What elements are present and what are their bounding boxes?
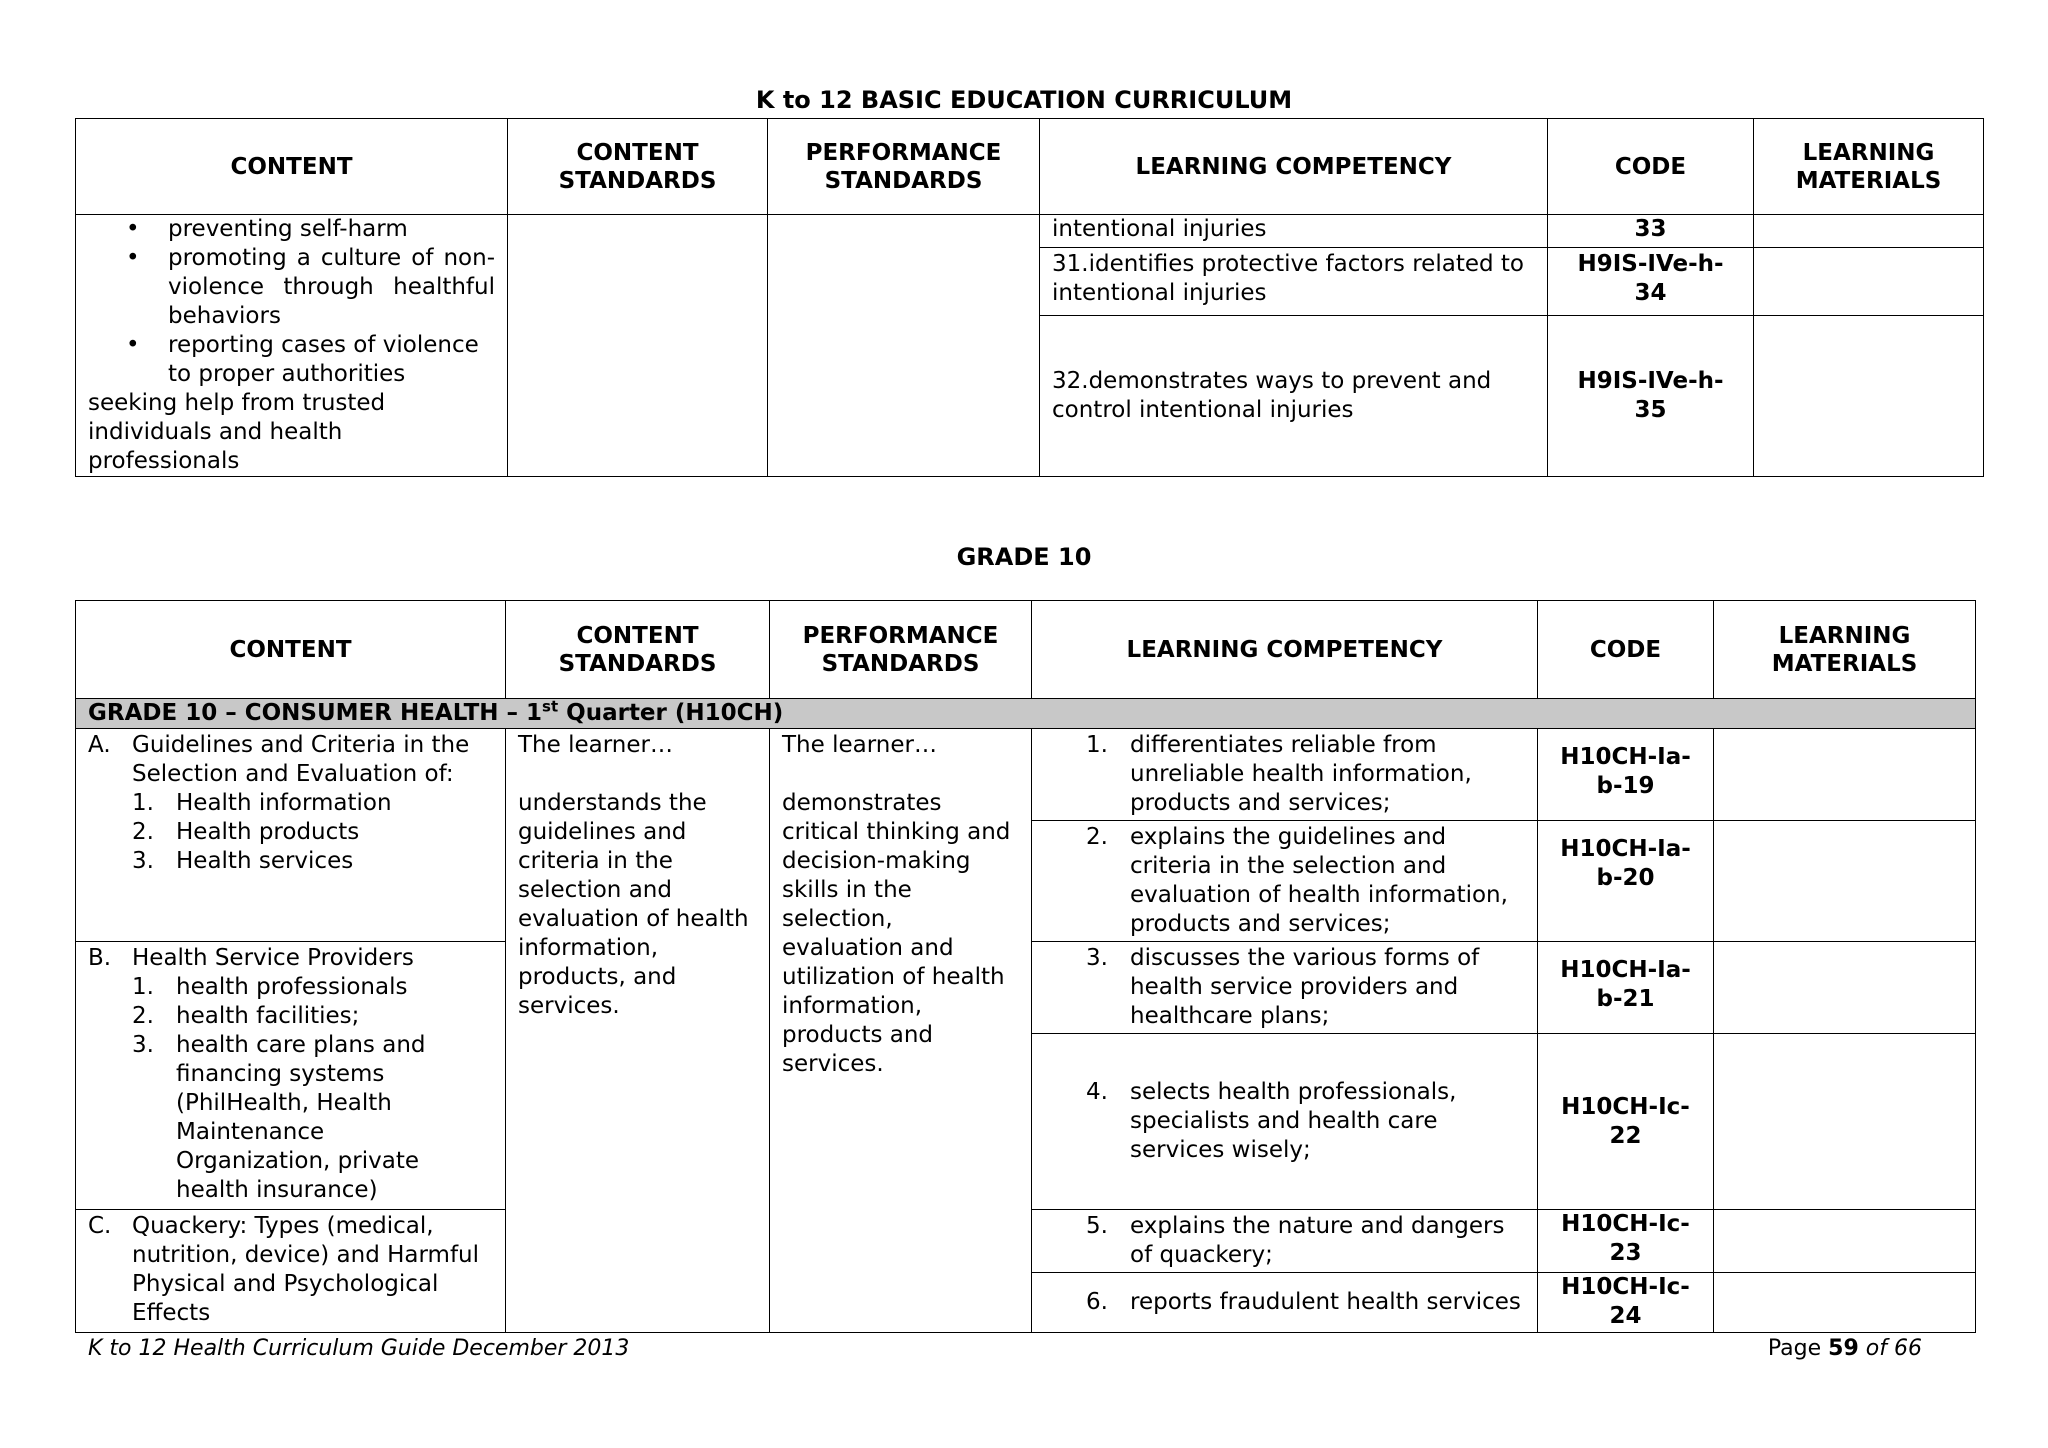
performance-standards-text: demonstrates critical thinking and decision-making skills in the selection, evaluation and utilization of health information, products and services. — [782, 790, 1011, 1077]
header-performance-standards: PERFORMANCE STANDARDS — [770, 601, 1032, 699]
header-learning-competency: LEARNING COMPETENCY — [1040, 119, 1548, 215]
list-item: 3. Health services — [132, 848, 354, 874]
content-standards-cell — [506, 729, 770, 1333]
content-cell-b — [76, 942, 506, 1210]
list-item: • preventing self-harm — [168, 215, 495, 244]
content-tail-text: seeking help from trusted individuals and health professionals — [88, 390, 386, 474]
content-c-title: Quackery: Types (medical, nutrition, device) and Harmful Physical and Psychological Effects — [132, 1213, 480, 1326]
code-cell: H10CH-Ic- 24 — [1538, 1273, 1714, 1333]
competency-cell: intentional injuries — [1040, 215, 1548, 248]
content-b-items — [132, 973, 493, 1205]
content-a-title: Guidelines and Criteria in the Selection and Evaluation of: — [132, 732, 470, 787]
header-content: CONTENT — [76, 119, 508, 215]
performance-standards-cell — [768, 215, 1040, 477]
competency-cell: 1. differentiates reliable from unreliable health information, products and services; — [1032, 729, 1538, 821]
grade10-curriculum-table — [75, 600, 1976, 1333]
code-cell: H10CH-Ia- b-21 — [1538, 942, 1714, 1034]
competency-cell: 6. reports fraudulent health services — [1032, 1273, 1538, 1333]
table-row — [76, 215, 1984, 248]
grade9-continuation-table — [75, 118, 1984, 477]
header-content: CONTENT — [76, 601, 506, 699]
item-letter: C. — [88, 1213, 112, 1239]
materials-cell — [1714, 1273, 1976, 1333]
code-cell: H10CH-Ic- 22 — [1538, 1034, 1714, 1210]
quarter-heading: GRADE 10 – CONSUMER HEALTH – 1st Quarter (H10CH) — [76, 699, 1976, 729]
list-item: 1. health professionals — [132, 974, 408, 1000]
materials-cell — [1714, 821, 1976, 942]
competency-cell: 4. selects health professionals, specialists and health care services wisely; — [1032, 1034, 1538, 1210]
item-letter: B. — [88, 945, 112, 971]
header-content-standards: CONTENT STANDARDS — [508, 119, 768, 215]
competency-cell: 31.identifies protective factors related to intentional injuries — [1040, 247, 1548, 315]
materials-cell — [1754, 316, 1984, 477]
content-cell-c — [76, 1210, 506, 1333]
list-item: 3. health care plans and financing systems (PhilHealth, Health Maintenance Organization, private health insurance) — [132, 1032, 426, 1203]
performance-standards-cell — [770, 729, 1032, 1333]
performance-standards-lead: The learner… — [782, 732, 937, 758]
competency-cell: 3. discusses the various forms of health service providers and healthcare plans; — [1032, 942, 1538, 1034]
header-code: CODE — [1538, 601, 1714, 699]
code-cell: H10CH-Ia- b-20 — [1538, 821, 1714, 942]
code-cell: H9IS-IVe-h- 35 — [1548, 316, 1754, 477]
header-content-standards: CONTENT STANDARDS — [506, 601, 770, 699]
content-bullet-list — [88, 215, 495, 389]
list-item: 2. health facilities; — [132, 1003, 360, 1029]
list-item: • promoting a culture of non-violence through healthful behaviors — [168, 244, 495, 331]
materials-cell — [1754, 247, 1984, 315]
competency-cell: 32.demonstrates ways to prevent and control intentional injuries — [1040, 316, 1548, 477]
document-title: K to 12 BASIC EDUCATION CURRICULUM — [755, 86, 1293, 114]
competency-cell: 5. explains the nature and dangers of quackery; — [1032, 1210, 1538, 1273]
content-a-items — [132, 789, 493, 876]
table-header-row — [76, 119, 1984, 215]
materials-cell — [1714, 729, 1976, 821]
content-standards-lead: The learner… — [518, 732, 673, 758]
header-learning-materials: LEARNING MATERIALS — [1714, 601, 1976, 699]
list-item: 2. Health products — [132, 819, 360, 845]
item-letter: A. — [88, 732, 111, 758]
list-item: 1. Health information — [132, 790, 392, 816]
code-cell: 33 — [1548, 215, 1754, 248]
content-standards-cell — [508, 215, 768, 477]
code-cell: H10CH-Ia- b-19 — [1538, 729, 1714, 821]
content-cell-a — [76, 729, 506, 942]
footer-guide-title: K to 12 Health Curriculum Guide December 2013 — [88, 1336, 630, 1361]
code-cell: H9IS-IVe-h- 34 — [1548, 247, 1754, 315]
grade-heading: GRADE 10 — [956, 543, 1092, 571]
header-code: CODE — [1548, 119, 1754, 215]
footer-page-number: Page 59 of 66 — [1767, 1336, 1922, 1361]
competency-cell: 2. explains the guidelines and criteria in the selection and evaluation of health information, products and services; — [1032, 821, 1538, 942]
materials-cell — [1754, 215, 1984, 248]
list-item: • reporting cases of violence to proper authorities — [168, 331, 495, 389]
content-standards-text: understands the guidelines and criteria in the selection and evaluation of health information, products, and services. — [518, 790, 749, 1019]
content-cell — [76, 215, 508, 477]
header-learning-competency: LEARNING COMPETENCY — [1032, 601, 1538, 699]
header-performance-standards: PERFORMANCE STANDARDS — [768, 119, 1040, 215]
code-cell: H10CH-Ic- 23 — [1538, 1210, 1714, 1273]
table-row — [76, 729, 1976, 821]
content-b-title: Health Service Providers — [132, 945, 414, 971]
materials-cell — [1714, 942, 1976, 1034]
materials-cell — [1714, 1210, 1976, 1273]
table-header-row — [76, 601, 1976, 699]
materials-cell — [1714, 1034, 1976, 1210]
quarter-row — [76, 699, 1976, 729]
header-learning-materials: LEARNING MATERIALS — [1754, 119, 1984, 215]
